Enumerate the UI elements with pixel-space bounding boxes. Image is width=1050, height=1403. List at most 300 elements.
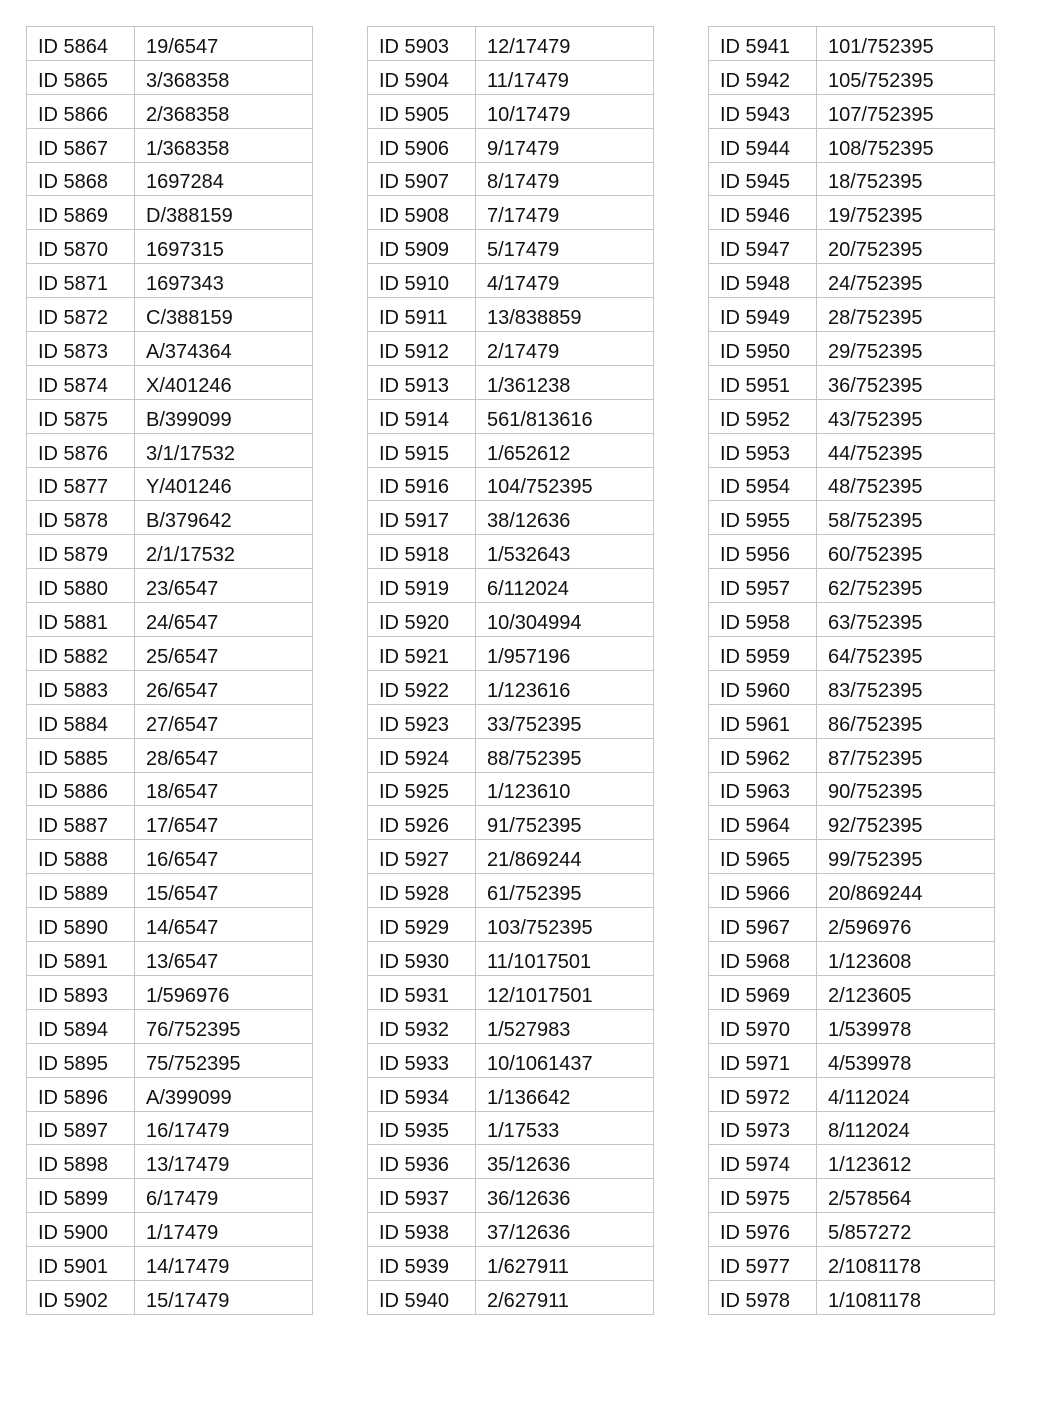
id-cell: ID 5886 (27, 772, 135, 806)
reference-cell: 17/6547 (135, 806, 313, 840)
id-cell: ID 5929 (368, 908, 476, 942)
table-row (27, 1009, 313, 1043)
table-row (368, 535, 654, 569)
reference-cell: 10/1061437 (476, 1043, 654, 1077)
table-row (709, 365, 995, 399)
reference-cell: 1/123608 (817, 942, 995, 976)
table-row (27, 399, 313, 433)
table-row (709, 1280, 995, 1314)
id-cell: ID 5920 (368, 603, 476, 637)
table-row (368, 637, 654, 671)
reference-cell: 38/12636 (476, 501, 654, 535)
table-row (27, 60, 313, 94)
id-cell: ID 5932 (368, 1009, 476, 1043)
id-cell: ID 5869 (27, 196, 135, 230)
id-cell: ID 5899 (27, 1179, 135, 1213)
table-row (709, 399, 995, 433)
reference-cell: 1/627911 (476, 1247, 654, 1281)
table-row (368, 467, 654, 501)
reference-cell: 2/1/17532 (135, 535, 313, 569)
reference-cell: 44/752395 (817, 433, 995, 467)
reference-cell: 1/368358 (135, 128, 313, 162)
reference-cell: 6/112024 (476, 569, 654, 603)
id-cell: ID 5951 (709, 365, 817, 399)
reference-cell: 8/17479 (476, 162, 654, 196)
table-row (27, 332, 313, 366)
reference-cell: 76/752395 (135, 1009, 313, 1043)
id-table-column-2 (367, 26, 654, 1315)
table-row (709, 569, 995, 603)
reference-cell: 18/6547 (135, 772, 313, 806)
reference-cell: 1/527983 (476, 1009, 654, 1043)
table-row (368, 1043, 654, 1077)
id-cell: ID 5933 (368, 1043, 476, 1077)
reference-cell: 1/123612 (817, 1145, 995, 1179)
id-cell: ID 5930 (368, 942, 476, 976)
id-cell: ID 5946 (709, 196, 817, 230)
reference-cell: 101/752395 (817, 27, 995, 61)
reference-cell: A/399099 (135, 1077, 313, 1111)
reference-cell: 2/1081178 (817, 1247, 995, 1281)
id-cell: ID 5907 (368, 162, 476, 196)
reference-cell: 5/17479 (476, 230, 654, 264)
id-cell: ID 5977 (709, 1247, 817, 1281)
id-cell: ID 5909 (368, 230, 476, 264)
table-row (27, 704, 313, 738)
table-row (27, 1179, 313, 1213)
id-cell: ID 5873 (27, 332, 135, 366)
id-cell: ID 5961 (709, 704, 817, 738)
id-cell: ID 5906 (368, 128, 476, 162)
id-cell: ID 5925 (368, 772, 476, 806)
reference-cell: 10/17479 (476, 94, 654, 128)
reference-cell: D/388159 (135, 196, 313, 230)
table-row (368, 975, 654, 1009)
table-row (27, 467, 313, 501)
id-cell: ID 5888 (27, 840, 135, 874)
table-row (368, 738, 654, 772)
reference-cell: 3/1/17532 (135, 433, 313, 467)
id-cell: ID 5976 (709, 1213, 817, 1247)
table-row (368, 128, 654, 162)
table-row (368, 162, 654, 196)
table-row (368, 1145, 654, 1179)
table-row (709, 603, 995, 637)
reference-cell: 83/752395 (817, 670, 995, 704)
table-row (27, 230, 313, 264)
id-cell: ID 5938 (368, 1213, 476, 1247)
reference-cell: X/401246 (135, 365, 313, 399)
reference-cell: 16/6547 (135, 840, 313, 874)
table-row (709, 501, 995, 535)
table-row (27, 298, 313, 332)
reference-cell: 28/6547 (135, 738, 313, 772)
table-row (709, 433, 995, 467)
reference-cell: 86/752395 (817, 704, 995, 738)
reference-cell: 18/752395 (817, 162, 995, 196)
id-cell: ID 5879 (27, 535, 135, 569)
id-cell: ID 5902 (27, 1280, 135, 1314)
table-row (27, 501, 313, 535)
table-row (709, 1077, 995, 1111)
reference-cell: 12/17479 (476, 27, 654, 61)
table-row (368, 332, 654, 366)
table-row (368, 501, 654, 535)
id-cell: ID 5885 (27, 738, 135, 772)
id-cell: ID 5889 (27, 874, 135, 908)
table-row (709, 60, 995, 94)
reference-cell: 19/752395 (817, 196, 995, 230)
id-cell: ID 5923 (368, 704, 476, 738)
reference-cell: 3/368358 (135, 60, 313, 94)
table-row (368, 772, 654, 806)
id-cell: ID 5974 (709, 1145, 817, 1179)
table-row (709, 1043, 995, 1077)
reference-cell: 88/752395 (476, 738, 654, 772)
table-row (27, 128, 313, 162)
id-cell: ID 5922 (368, 670, 476, 704)
id-cell: ID 5898 (27, 1145, 135, 1179)
reference-cell: 2/578564 (817, 1179, 995, 1213)
table-row (709, 162, 995, 196)
table-row (368, 942, 654, 976)
reference-cell: 2/123605 (817, 975, 995, 1009)
table-row (27, 670, 313, 704)
id-cell: ID 5876 (27, 433, 135, 467)
id-cell: ID 5870 (27, 230, 135, 264)
id-cell: ID 5894 (27, 1009, 135, 1043)
table-row (27, 637, 313, 671)
id-cell: ID 5943 (709, 94, 817, 128)
table-row (27, 738, 313, 772)
table-row (368, 1111, 654, 1145)
reference-cell: 1/17533 (476, 1111, 654, 1145)
table-row (27, 569, 313, 603)
reference-cell: 13/17479 (135, 1145, 313, 1179)
id-cell: ID 5972 (709, 1077, 817, 1111)
reference-cell: 2/627911 (476, 1280, 654, 1314)
table-row (27, 1280, 313, 1314)
reference-cell: 8/112024 (817, 1111, 995, 1145)
table-row (709, 1247, 995, 1281)
table-row (27, 908, 313, 942)
table-row (27, 1111, 313, 1145)
id-cell: ID 5934 (368, 1077, 476, 1111)
id-cell: ID 5866 (27, 94, 135, 128)
reference-cell: 27/6547 (135, 704, 313, 738)
reference-cell: B/399099 (135, 399, 313, 433)
id-cell: ID 5967 (709, 908, 817, 942)
table-row (709, 670, 995, 704)
reference-cell: 14/17479 (135, 1247, 313, 1281)
id-cell: ID 5875 (27, 399, 135, 433)
id-cell: ID 5864 (27, 27, 135, 61)
reference-cell: 26/6547 (135, 670, 313, 704)
reference-cell: 561/813616 (476, 399, 654, 433)
id-cell: ID 5916 (368, 467, 476, 501)
reference-cell: 62/752395 (817, 569, 995, 603)
id-cell: ID 5955 (709, 501, 817, 535)
reference-cell: 15/6547 (135, 874, 313, 908)
id-cell: ID 5868 (27, 162, 135, 196)
id-cell: ID 5942 (709, 60, 817, 94)
id-cell: ID 5871 (27, 264, 135, 298)
reference-cell: 12/1017501 (476, 975, 654, 1009)
reference-cell: 1/596976 (135, 975, 313, 1009)
reference-cell: 91/752395 (476, 806, 654, 840)
table-row (368, 264, 654, 298)
id-cell: ID 5912 (368, 332, 476, 366)
table-row (368, 704, 654, 738)
table-row (27, 806, 313, 840)
id-cell: ID 5937 (368, 1179, 476, 1213)
table-row (368, 874, 654, 908)
table-row (27, 94, 313, 128)
id-cell: ID 5962 (709, 738, 817, 772)
id-cell: ID 5957 (709, 569, 817, 603)
reference-cell: 20/752395 (817, 230, 995, 264)
reference-cell: 4/17479 (476, 264, 654, 298)
table-row (709, 196, 995, 230)
id-cell: ID 5887 (27, 806, 135, 840)
reference-cell: 63/752395 (817, 603, 995, 637)
reference-cell: 10/304994 (476, 603, 654, 637)
id-cell: ID 5931 (368, 975, 476, 1009)
reference-cell: 13/838859 (476, 298, 654, 332)
reference-cell: 33/752395 (476, 704, 654, 738)
reference-cell: 107/752395 (817, 94, 995, 128)
reference-cell: 60/752395 (817, 535, 995, 569)
id-cell: ID 5971 (709, 1043, 817, 1077)
id-cell: ID 5970 (709, 1009, 817, 1043)
reference-cell: 7/17479 (476, 196, 654, 230)
table-body (709, 27, 995, 1315)
reference-cell: 1/652612 (476, 433, 654, 467)
id-cell: ID 5963 (709, 772, 817, 806)
id-cell: ID 5900 (27, 1213, 135, 1247)
table-row (27, 1145, 313, 1179)
table-row (709, 27, 995, 61)
reference-cell: 92/752395 (817, 806, 995, 840)
table-row (27, 1077, 313, 1111)
id-cell: ID 5926 (368, 806, 476, 840)
table-row (709, 1145, 995, 1179)
id-cell: ID 5935 (368, 1111, 476, 1145)
reference-cell: 1/17479 (135, 1213, 313, 1247)
reference-cell: 103/752395 (476, 908, 654, 942)
table-row (27, 840, 313, 874)
table-body (27, 27, 313, 1315)
table-row (709, 1111, 995, 1145)
id-cell: ID 5947 (709, 230, 817, 264)
id-cell: ID 5913 (368, 365, 476, 399)
reference-cell: 108/752395 (817, 128, 995, 162)
reference-cell: 1/123616 (476, 670, 654, 704)
id-cell: ID 5969 (709, 975, 817, 1009)
reference-cell: 1/532643 (476, 535, 654, 569)
id-cell: ID 5901 (27, 1247, 135, 1281)
id-cell: ID 5973 (709, 1111, 817, 1145)
id-cell: ID 5890 (27, 908, 135, 942)
reference-cell: 36/752395 (817, 365, 995, 399)
reference-cell: 87/752395 (817, 738, 995, 772)
reference-cell: 24/6547 (135, 603, 313, 637)
table-row (27, 27, 313, 61)
reference-cell: 2/596976 (817, 908, 995, 942)
table-row (27, 1247, 313, 1281)
id-cell: ID 5968 (709, 942, 817, 976)
reference-cell: 1/136642 (476, 1077, 654, 1111)
id-cell: ID 5893 (27, 975, 135, 1009)
reference-cell: 14/6547 (135, 908, 313, 942)
table-row (27, 772, 313, 806)
table-row (368, 27, 654, 61)
table-row (709, 467, 995, 501)
table-row (27, 365, 313, 399)
reference-cell: 37/12636 (476, 1213, 654, 1247)
table-row (709, 637, 995, 671)
id-cell: ID 5949 (709, 298, 817, 332)
id-cell: ID 5950 (709, 332, 817, 366)
id-cell: ID 5960 (709, 670, 817, 704)
id-cell: ID 5904 (368, 60, 476, 94)
table-row (709, 535, 995, 569)
table-row (709, 332, 995, 366)
reference-cell: A/374364 (135, 332, 313, 366)
id-cell: ID 5865 (27, 60, 135, 94)
reference-cell: 21/869244 (476, 840, 654, 874)
table-row (27, 603, 313, 637)
reference-cell: 1/957196 (476, 637, 654, 671)
id-cell: ID 5944 (709, 128, 817, 162)
id-cell: ID 5881 (27, 603, 135, 637)
reference-cell: 1/123610 (476, 772, 654, 806)
reference-cell: 64/752395 (817, 637, 995, 671)
id-cell: ID 5910 (368, 264, 476, 298)
table-row (368, 298, 654, 332)
table-row (27, 196, 313, 230)
id-cell: ID 5921 (368, 637, 476, 671)
table-row (709, 1213, 995, 1247)
reference-cell: 2/368358 (135, 94, 313, 128)
table-row (368, 196, 654, 230)
table-row (709, 975, 995, 1009)
reference-cell: 25/6547 (135, 637, 313, 671)
id-table-column-3 (708, 26, 995, 1315)
table-row (709, 806, 995, 840)
id-cell: ID 5917 (368, 501, 476, 535)
reference-cell: 2/17479 (476, 332, 654, 366)
table-row (368, 230, 654, 264)
table-row (368, 60, 654, 94)
table-row (368, 365, 654, 399)
reference-cell: 13/6547 (135, 942, 313, 976)
id-cell: ID 5958 (709, 603, 817, 637)
table-row (368, 1213, 654, 1247)
table-row (709, 738, 995, 772)
reference-cell: 23/6547 (135, 569, 313, 603)
id-cell: ID 5959 (709, 637, 817, 671)
id-cell: ID 5939 (368, 1247, 476, 1281)
id-cell: ID 5908 (368, 196, 476, 230)
reference-cell: 90/752395 (817, 772, 995, 806)
id-cell: ID 5867 (27, 128, 135, 162)
reference-cell: 58/752395 (817, 501, 995, 535)
id-cell: ID 5924 (368, 738, 476, 772)
id-cell: ID 5948 (709, 264, 817, 298)
id-cell: ID 5928 (368, 874, 476, 908)
reference-cell: 24/752395 (817, 264, 995, 298)
table-row (27, 942, 313, 976)
reference-cell: 105/752395 (817, 60, 995, 94)
table-row (368, 1280, 654, 1314)
id-cell: ID 5891 (27, 942, 135, 976)
id-cell: ID 5936 (368, 1145, 476, 1179)
table-row (27, 874, 313, 908)
id-cell: ID 5874 (27, 365, 135, 399)
id-cell: ID 5919 (368, 569, 476, 603)
table-row (709, 942, 995, 976)
reference-cell: 1/1081178 (817, 1280, 995, 1314)
reference-cell: C/388159 (135, 298, 313, 332)
table-row (368, 1247, 654, 1281)
reference-cell: 19/6547 (135, 27, 313, 61)
table-row (709, 1179, 995, 1213)
table-row (709, 230, 995, 264)
reference-cell: 6/17479 (135, 1179, 313, 1213)
id-cell: ID 5978 (709, 1280, 817, 1314)
reference-cell: 29/752395 (817, 332, 995, 366)
table-row (709, 840, 995, 874)
table-row (27, 975, 313, 1009)
reference-cell: Y/401246 (135, 467, 313, 501)
table-row (368, 806, 654, 840)
reference-cell: 4/539978 (817, 1043, 995, 1077)
id-cell: ID 5953 (709, 433, 817, 467)
id-cell: ID 5882 (27, 637, 135, 671)
reference-cell: 43/752395 (817, 399, 995, 433)
table-row (368, 1077, 654, 1111)
id-cell: ID 5965 (709, 840, 817, 874)
table-row (709, 1009, 995, 1043)
table-row (27, 264, 313, 298)
reference-cell: 9/17479 (476, 128, 654, 162)
table-row (709, 908, 995, 942)
id-cell: ID 5884 (27, 704, 135, 738)
id-cell: ID 5952 (709, 399, 817, 433)
id-cell: ID 5905 (368, 94, 476, 128)
reference-cell: 1/539978 (817, 1009, 995, 1043)
reference-cell: 75/752395 (135, 1043, 313, 1077)
reference-cell: 36/12636 (476, 1179, 654, 1213)
reference-cell: 28/752395 (817, 298, 995, 332)
table-row (27, 433, 313, 467)
id-cell: ID 5945 (709, 162, 817, 196)
reference-cell: 61/752395 (476, 874, 654, 908)
id-cell: ID 5918 (368, 535, 476, 569)
id-cell: ID 5914 (368, 399, 476, 433)
table-row (27, 162, 313, 196)
reference-cell: 1/361238 (476, 365, 654, 399)
reference-cell: 16/17479 (135, 1111, 313, 1145)
id-cell: ID 5911 (368, 298, 476, 332)
table-row (27, 1213, 313, 1247)
table-row (709, 874, 995, 908)
id-cell: ID 5941 (709, 27, 817, 61)
id-cell: ID 5966 (709, 874, 817, 908)
id-cell: ID 5880 (27, 569, 135, 603)
table-row (709, 94, 995, 128)
